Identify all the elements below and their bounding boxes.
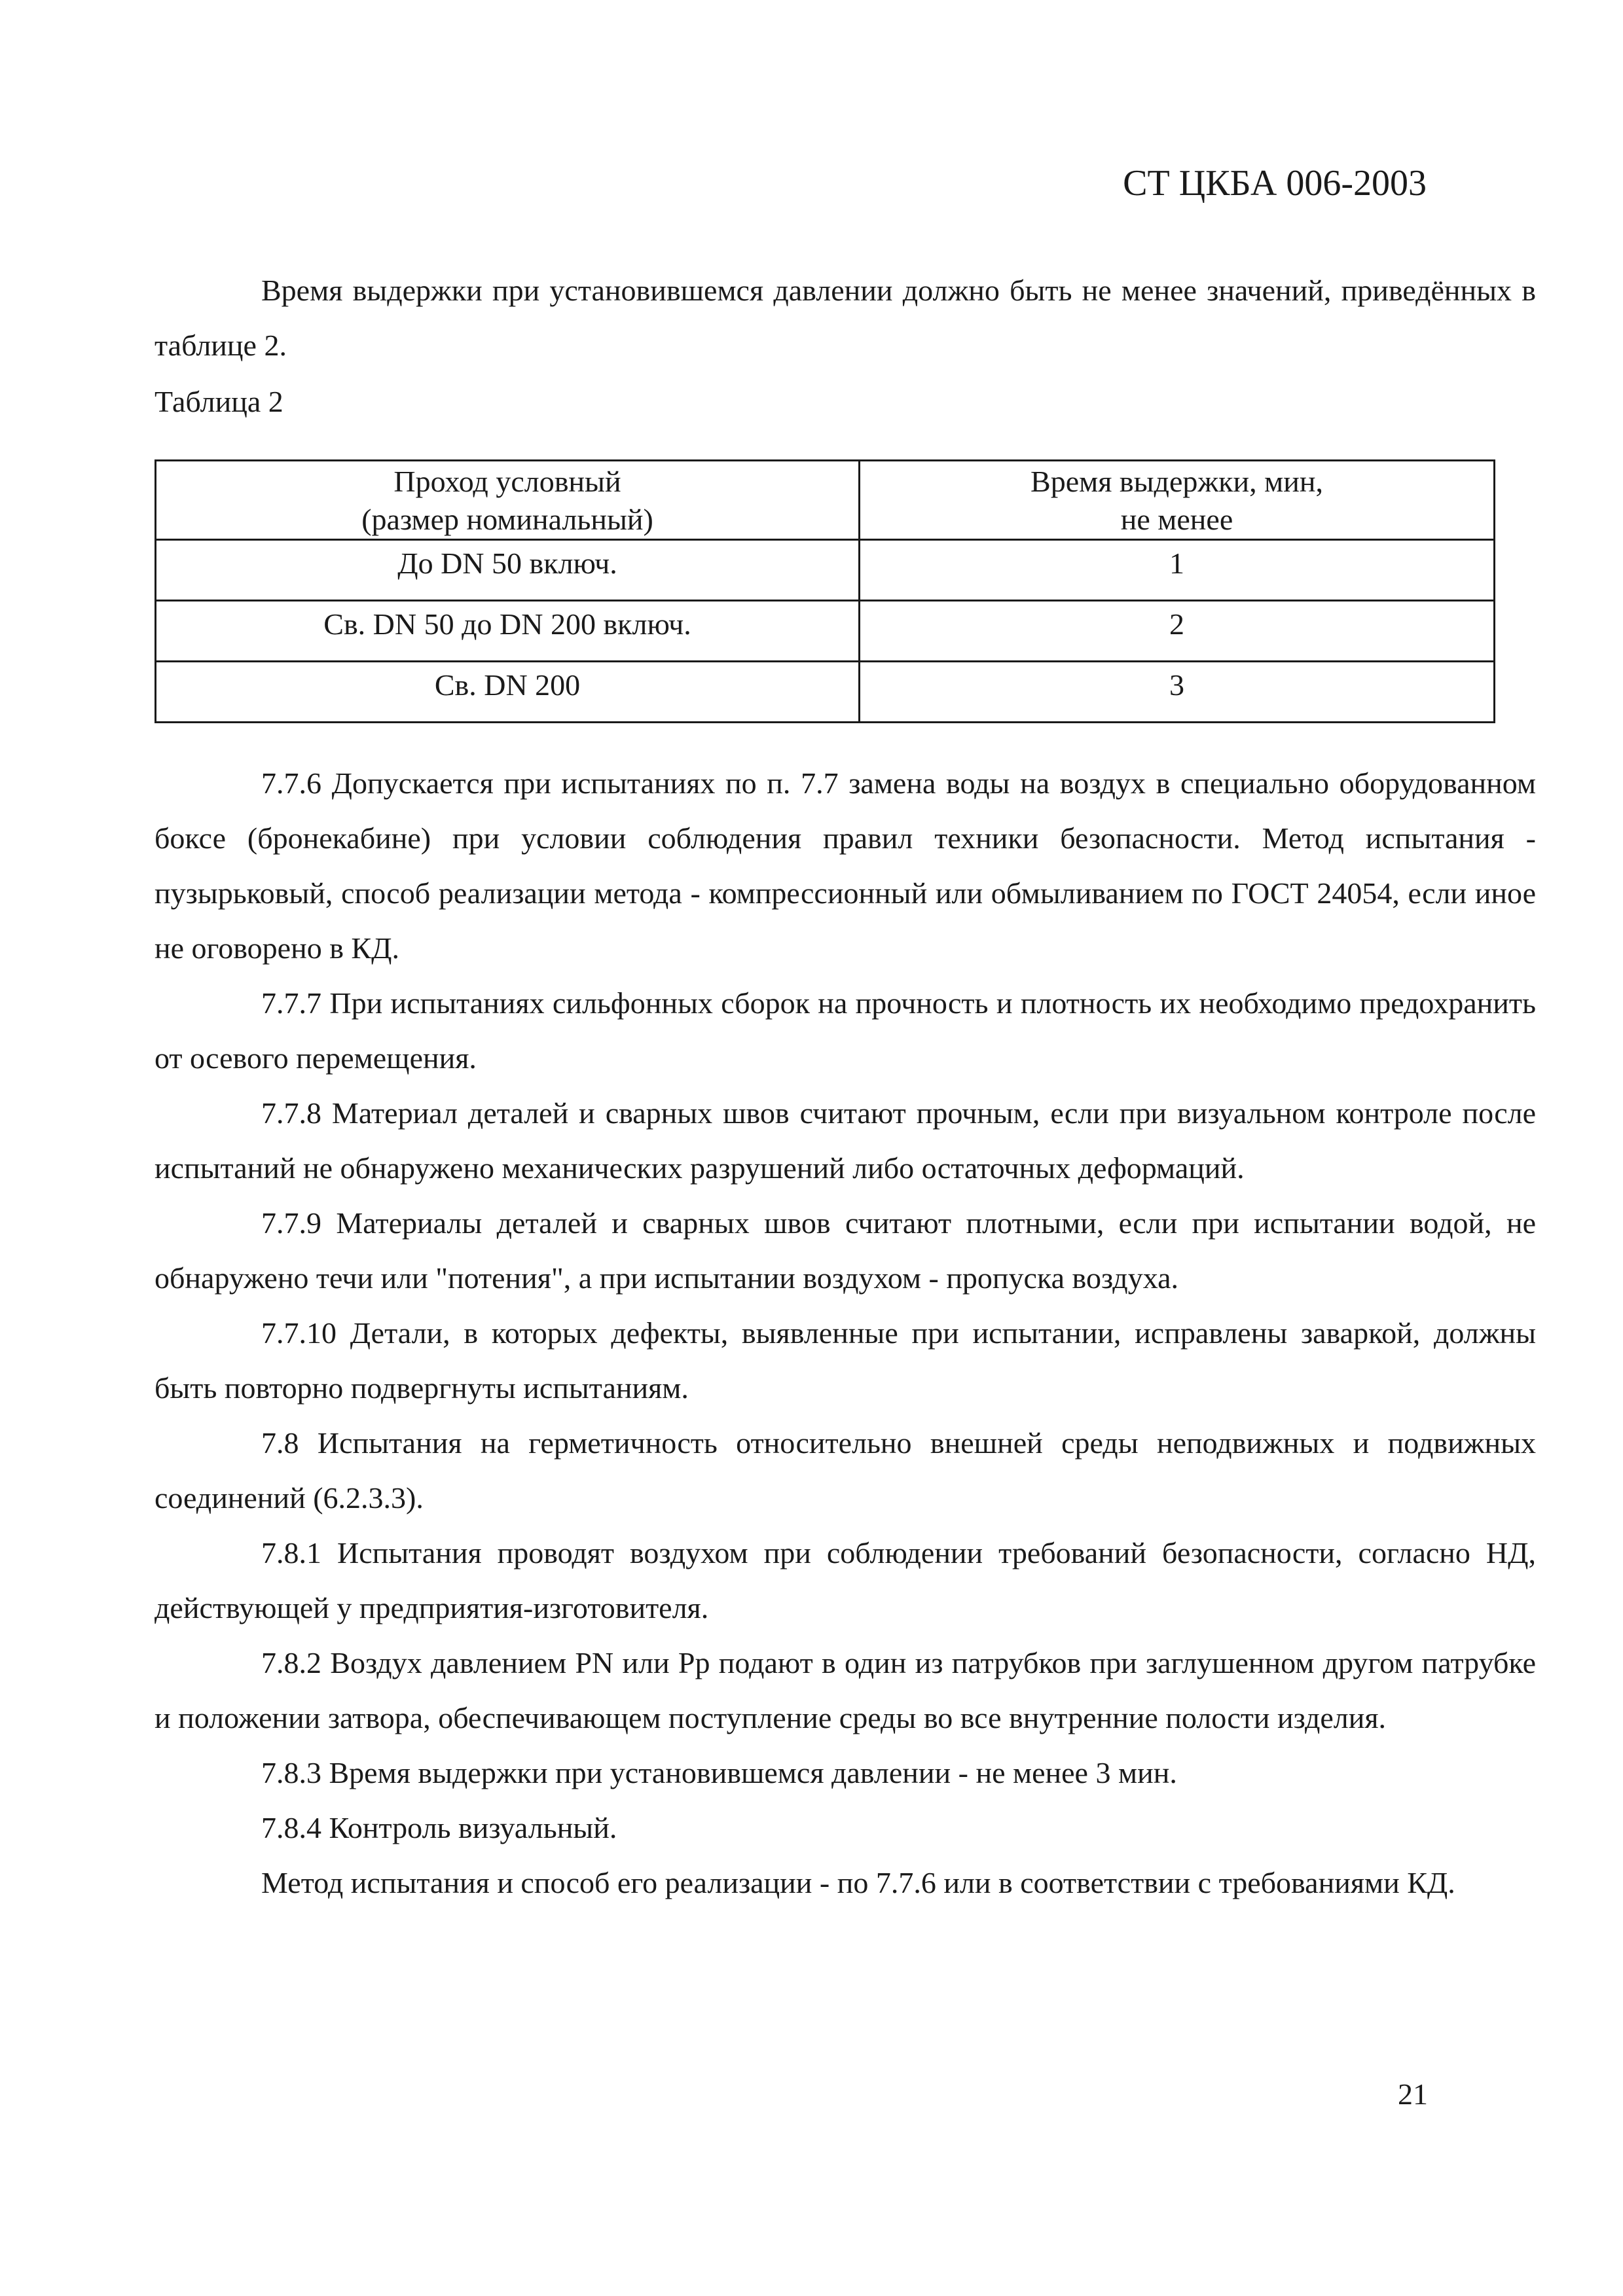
paragraph-7-8-2: 7.8.2 Воздух давлением PN или Pp подают в один из патрубков при заглушенном другом патрубке и положении затвора, обеспечивающем поступление среды во все внутренние полости изделия. bbox=[155, 1646, 1536, 1734]
paragraph-7-7-9: 7.7.9 Материалы деталей и сварных швов считают плотными, если при испытании водой, не обнаружено течи или "потения", а при испытании воздухом - пропуска воздуха. bbox=[155, 1206, 1536, 1295]
cell-size: Св. DN 50 до DN 200 включ. bbox=[156, 601, 860, 662]
paragraph-7-8: 7.8 Испытания на герметичность относительно внешней среды неподвижных и подвижных соединений (6.2.3.3). bbox=[155, 1426, 1536, 1515]
cell-time: 3 bbox=[860, 662, 1495, 723]
hold-time-table bbox=[155, 459, 1495, 723]
paragraph-7-8-4: 7.8.4 Контроль визуальный. bbox=[261, 1811, 617, 1844]
page-number: 21 bbox=[1398, 2077, 1428, 2111]
paragraph-test-method: Метод испытания и способ его реализации - по 7.7.6 или в соответствии с требованиями КД. bbox=[261, 1866, 1455, 1899]
table-row bbox=[156, 601, 1495, 662]
paragraph-7-8-3: 7.8.3 Время выдержки при установившемся давлении - не менее 3 мин. bbox=[261, 1756, 1177, 1789]
cell-time: 1 bbox=[860, 540, 1495, 601]
cell-time: 2 bbox=[860, 601, 1495, 662]
table-header-row bbox=[156, 461, 1495, 540]
intro-paragraph: Время выдержки при установившемся давлении должно быть не менее значений, приведённых в таблице 2. bbox=[155, 274, 1536, 362]
header-nominal-size-line1: Проход условный bbox=[393, 465, 621, 498]
paragraph-7-8-1: 7.8.1 Испытания проводят воздухом при соблюдении требований безопасности, согласно НД, действующей у предприятия-изготовителя. bbox=[155, 1536, 1536, 1624]
paragraph-7-7-7: 7.7.7 При испытаниях сильфонных сборок на прочность и плотность их необходимо предохранить от осевого перемещения. bbox=[155, 986, 1536, 1075]
paragraph-7-7-8: 7.7.8 Материал деталей и сварных швов считают прочным, если при визуальном контроле после испытаний не обнаружено механических разрушений либо остаточных деформаций. bbox=[155, 1096, 1536, 1185]
table-row bbox=[156, 662, 1495, 723]
table-caption: Таблица 2 bbox=[155, 385, 283, 418]
cell-size: До DN 50 включ. bbox=[156, 540, 860, 601]
header-hold-time-line1: Время выдержки, мин, bbox=[1030, 465, 1323, 498]
paragraph-7-7-6: 7.7.6 Допускается при испытаниях по п. 7.7 замена воды на воздух в специально оборудованном боксе (бронекабине) при условии соблюдения правил техники безопасности. Метод испытания - пузырьковый, способ реализации метода - компрессионный или обмыливанием по ГОСТ 24054, если иное не оговорено в КД. bbox=[155, 766, 1536, 965]
document-code: СТ ЦКБА 006-2003 bbox=[1123, 163, 1427, 204]
table-row bbox=[156, 540, 1495, 601]
paragraph-7-7-10: 7.7.10 Детали, в которых дефекты, выявленные при испытании, исправлены заваркой, должны быть повторно подвергнуты испытаниям. bbox=[155, 1316, 1536, 1405]
body-text-block bbox=[155, 756, 1536, 1910]
header-nominal-size bbox=[156, 461, 860, 540]
intro-text-block bbox=[155, 263, 1536, 373]
header-hold-time bbox=[860, 461, 1495, 540]
header-nominal-size-line2: (размер номинальный) bbox=[361, 503, 653, 536]
header-hold-time-line2: не менее bbox=[1120, 503, 1233, 536]
cell-size: Св. DN 200 bbox=[156, 662, 860, 723]
